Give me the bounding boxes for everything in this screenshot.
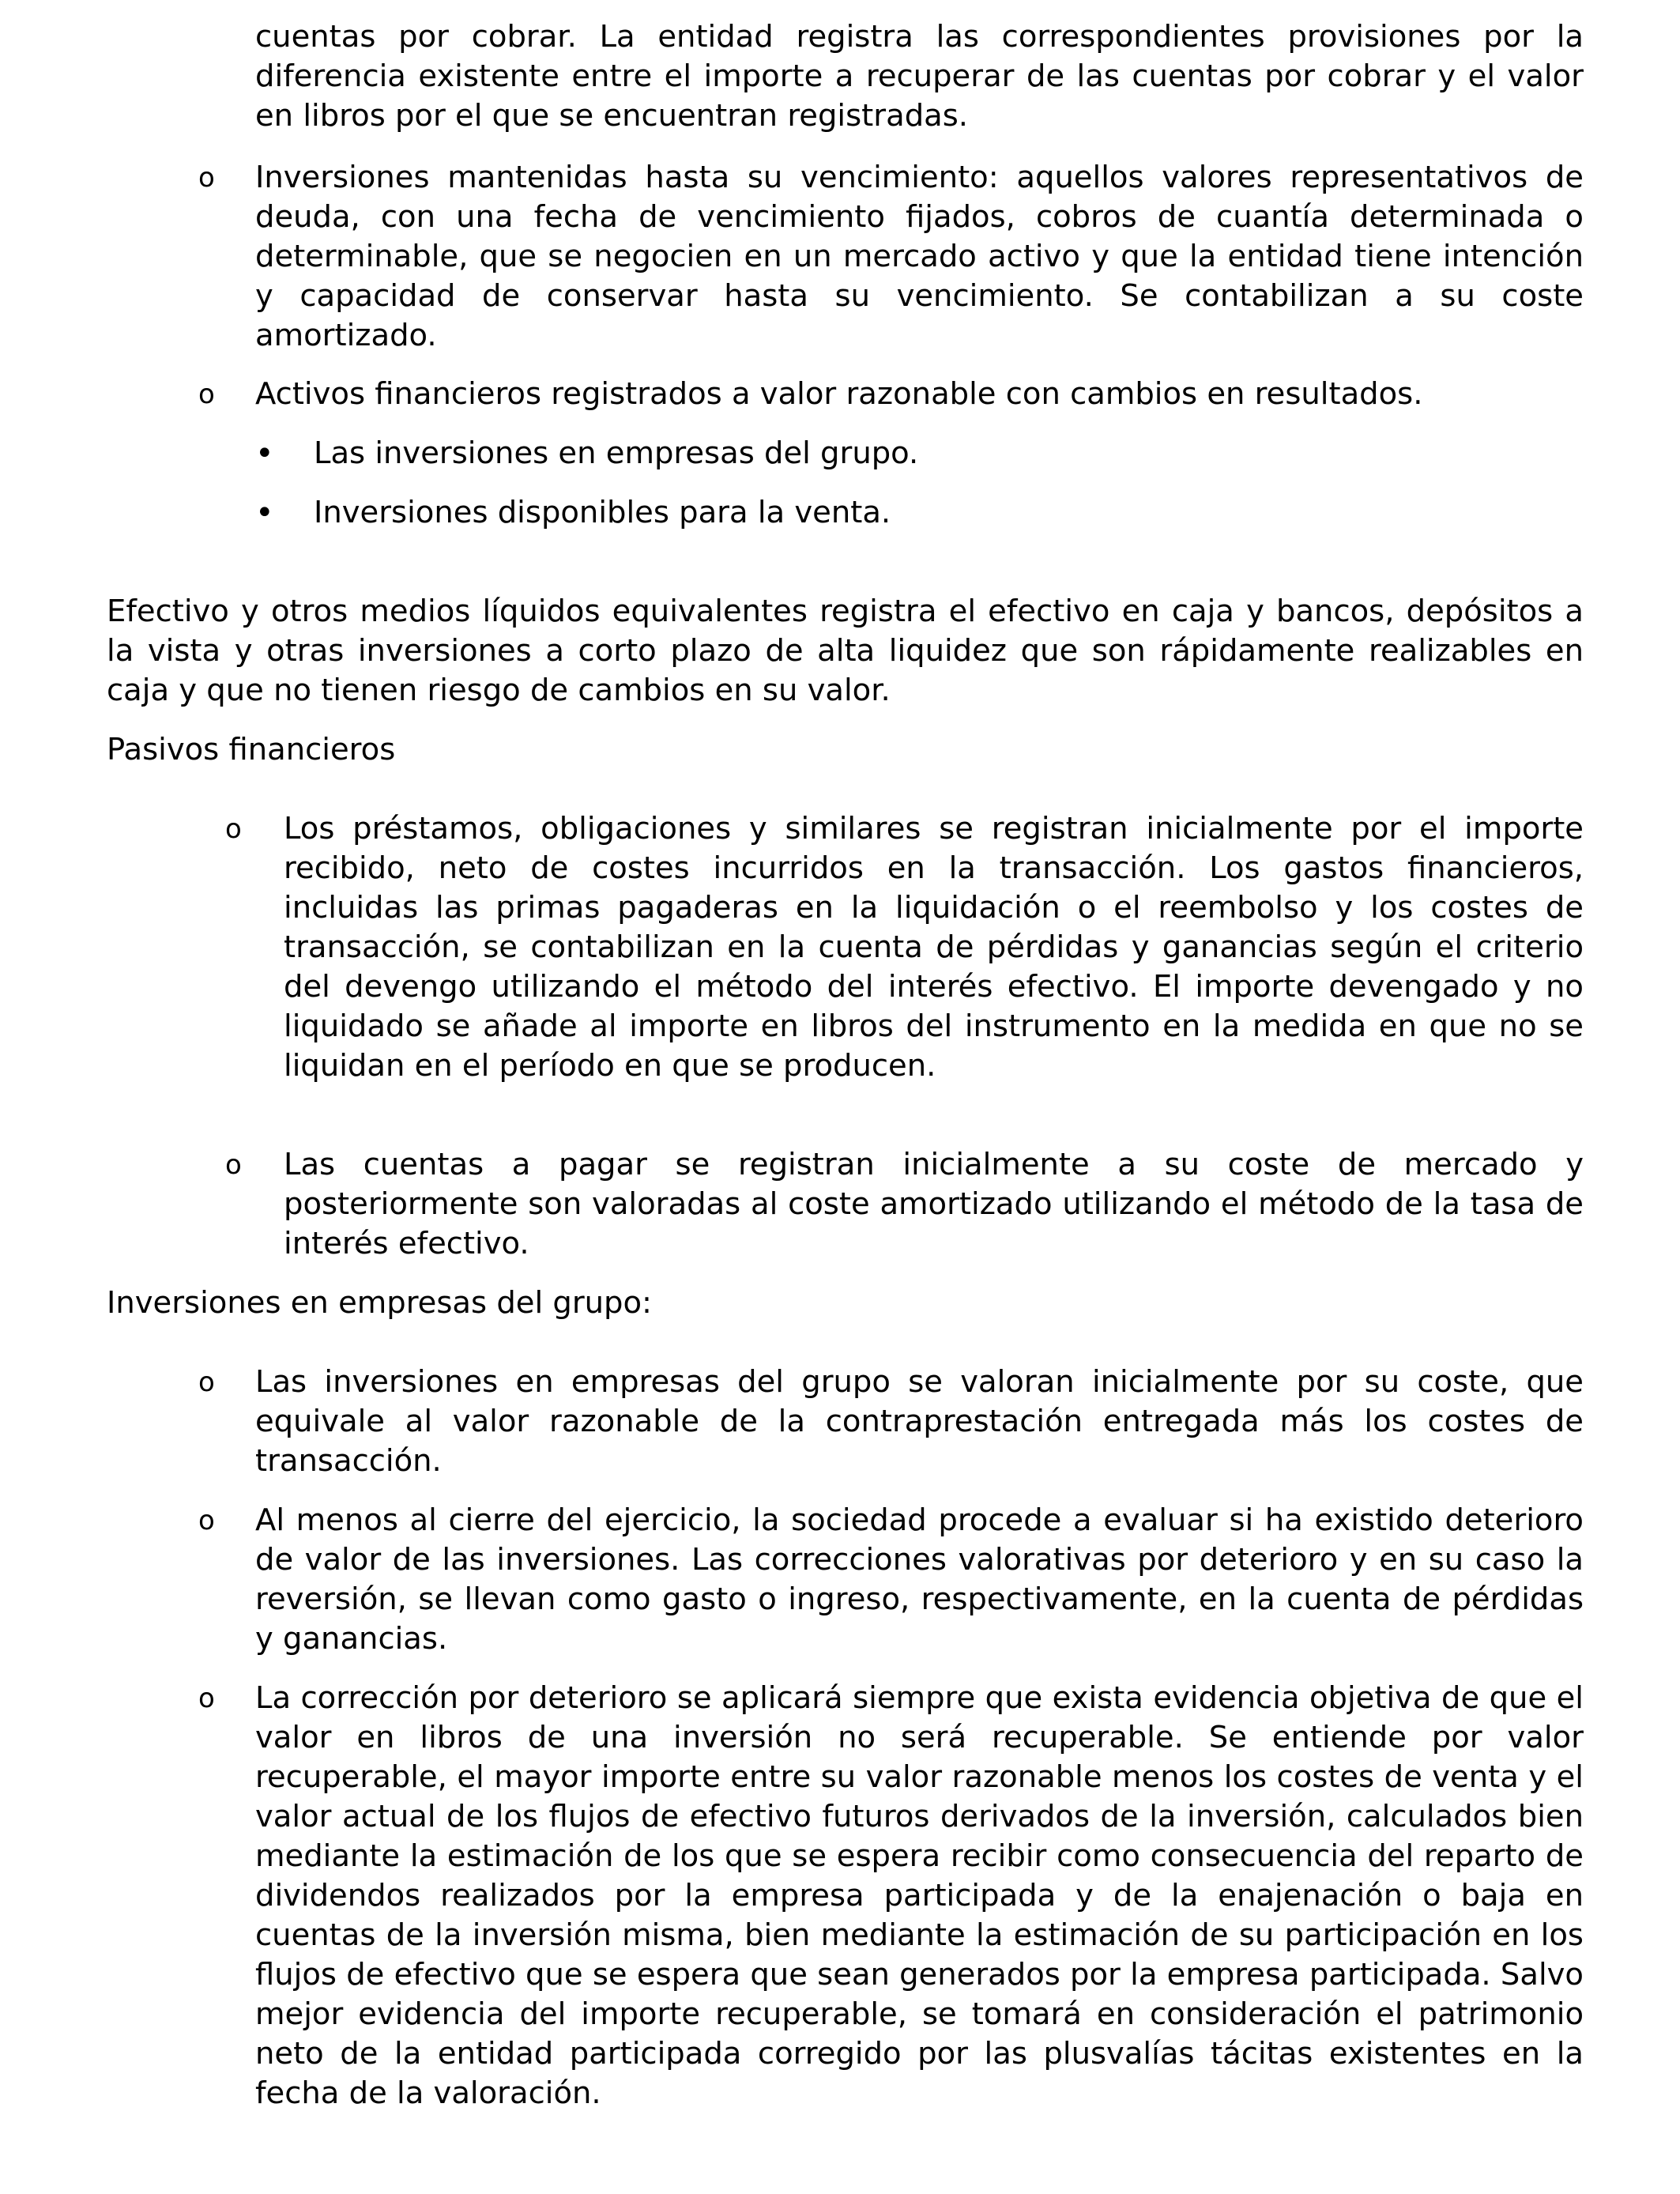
list-item <box>0 1679 1680 2153</box>
list-item <box>0 809 1680 1125</box>
list-item-text: Inversiones mantenidas hasta su vencimiento: aquellos valores representativos de deuda, con una fecha de vencimiento fijados, cobros de cuantía determinada o determinable, que se negocien en un mercado activo y que la entidad tiene intención y capacidad de conservar hasta su vencimiento. Se contabilizan a su coste amortizado. <box>255 160 1584 353</box>
circle-bullet-icon: o <box>225 813 242 845</box>
bullet-icon: • <box>255 495 274 531</box>
list-item <box>0 158 1680 356</box>
sub-list-item <box>0 493 1680 533</box>
list-item <box>0 375 1680 414</box>
circle-bullet-icon: o <box>198 1505 215 1536</box>
efectivo-paragraph: Efectivo y otros medios líquidos equivalentes registra el efectivo en caja y bancos, depósitos a la vista y otras inversiones a corto plazo de alta liquidez que son rápidamente realizables en caja y que no tienen riesgo de cambios en su valor. <box>107 594 1584 708</box>
circle-bullet-icon: o <box>198 1683 215 1714</box>
list-item-text: La corrección por deterioro se aplicará siempre que exista evidencia objetiva de que el valor en libros de una inversión no será recuperable. Se entiende por valor recuperable, el mayor importe entre su valor razonable menos los costes de venta y el valor actual de los flujos de efectivo futuros derivados de la inversión, calculados bien mediante la estimación de los que se espera recibir como consecuencia del reparto de dividendos realizados por la empresa participada y de la enajenación o baja en cuentas de la inversión misma, bien mediante la estimación de su participación en los flujos de efectivo que se espera que sean generados por la empresa participada. Salvo mejor evidencia del importe recuperable, se tomará en consideración el patrimonio neto de la entidad participada corregido por las plusvalías tácitas existentes en la fecha de la valoración. <box>255 1680 1584 2111</box>
intro-continuation-paragraph: cuentas por cobrar. La entidad registra las correspondientes provisiones por la diferencia existente entre el importe a recuperar de las cuentas por cobrar y el valor en libros por el que se encuentran registradas. <box>255 19 1584 134</box>
circle-bullet-icon: o <box>198 162 215 194</box>
pasivos-heading: Pasivos financieros <box>107 732 396 767</box>
bullet-icon: • <box>255 435 274 472</box>
circle-bullet-icon: o <box>198 379 215 410</box>
list-item-text: Activos financieros registrados a valor razonable con cambios en resultados. <box>255 376 1423 412</box>
sub-list-item <box>0 434 1680 473</box>
list-item-text: Las cuentas a pagar se registran inicialmente a su coste de mercado y posteriormente son valoradas al coste amortizado utilizando el método de la tasa de interés efectivo. <box>284 1147 1584 1261</box>
circle-bullet-icon: o <box>198 1367 215 1398</box>
list-item-text: Al menos al cierre del ejercicio, la sociedad procede a evaluar si ha existido deterioro de valor de las inversiones. Las correcciones valorativas por deterioro y en su caso la reversión, se llevan como gasto o ingreso, respectivamente, en la cuenta de pérdidas y ganancias. <box>255 1502 1584 1657</box>
inversiones-heading: Inversiones en empresas del grupo: <box>107 1285 653 1321</box>
list-item <box>0 1363 1680 1481</box>
sub-list-item-text: Inversiones disponibles para la venta. <box>314 495 891 530</box>
list-item-text: Los préstamos, obligaciones y similares se registran inicialmente por el importe recibido, neto de costes incurridos en la transacción. Los gastos financieros, incluidas las primas pagaderas en la liquidación o el reembolso y los costes de transacción, se contabilizan en la cuenta de pérdidas y ganancias según el criterio del devengo utilizando el método del interés efectivo. El importe devengado y no liquidado se añade al importe en libros del instrumento en la medida en que no se liquidan en el período en que se producen. <box>284 811 1584 1084</box>
list-item-text: Las inversiones en empresas del grupo se valoran inicialmente por su coste, que equivale al valor razonable de la contraprestación entregada más los costes de transacción. <box>255 1364 1584 1479</box>
list-item <box>0 1501 1680 1659</box>
sub-list-item-text: Las inversiones en empresas del grupo. <box>314 435 919 471</box>
list-item <box>0 1145 1680 1264</box>
circle-bullet-icon: o <box>225 1149 242 1181</box>
